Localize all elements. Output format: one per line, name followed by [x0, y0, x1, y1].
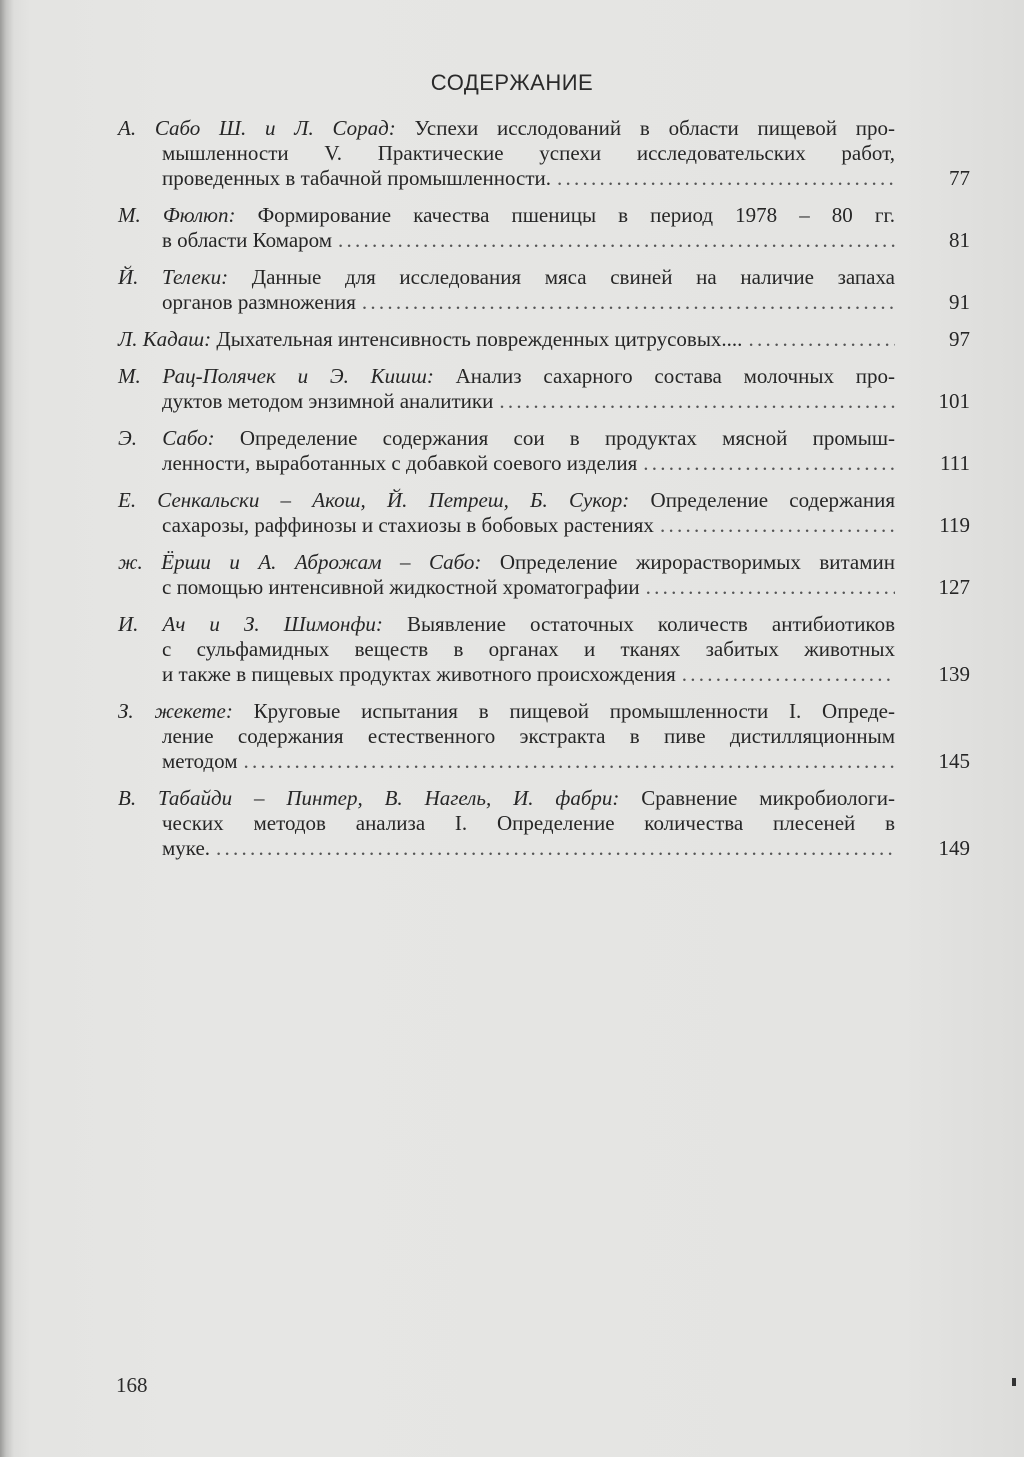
toc-entry-text: с помощью интенсивной жидкостной хроматографии	[162, 575, 640, 599]
toc-entry-line-text	[162, 662, 676, 687]
toc-entry	[118, 364, 970, 414]
toc-entry-text: Определение жирорастворимых витамин	[499, 550, 896, 574]
scan-mark	[1012, 1378, 1016, 1386]
toc-entry	[118, 550, 970, 600]
toc-entry-line-text	[162, 749, 237, 774]
toc-entry-text: Дыхательная интенсивность поврежденных цитрусовых....	[216, 327, 743, 351]
toc-entry-line	[118, 575, 895, 600]
toc-entry	[118, 786, 970, 861]
toc-entry-text: сахарозы, раффинозы и стахиозы в бобовых растениях	[162, 513, 654, 537]
toc-leader-dots	[646, 575, 895, 600]
toc-entry-text: Данные для исследования мяса свиней на наличие запаха	[251, 265, 896, 289]
toc-entry-text: в области Комаром	[162, 228, 333, 252]
toc-entry	[118, 488, 970, 538]
toc-entry	[118, 265, 970, 315]
toc-leader-dots	[362, 290, 895, 315]
toc-entry-line	[118, 290, 895, 315]
toc-entry-first-line	[118, 265, 895, 290]
toc-entry-text: с сульфамидных веществ в органах и тканях забитых животных	[162, 637, 895, 661]
toc-entry-first-line	[118, 488, 895, 513]
toc-entry-line	[118, 141, 895, 166]
toc-entry-first-line	[118, 786, 895, 811]
toc-entry-text: ческих методов анализа I. Определение количества плесеней в	[162, 811, 895, 835]
toc-entry-page-number: 127	[938, 575, 970, 599]
toc-entry-line	[118, 662, 895, 687]
toc-entry-author: И. Ач и З. Шимонфи:	[118, 612, 383, 636]
toc-entry	[118, 116, 970, 191]
toc-entry-line	[118, 389, 895, 414]
toc-entry	[118, 327, 970, 352]
toc-entry-text: мышленности V. Практические успехи исследовательских работ,	[162, 141, 895, 165]
toc-entry-author: М. Рац-Полячек и Э. Кишш:	[118, 364, 434, 388]
toc-entry-text: муке.	[162, 836, 211, 860]
toc-leader-dots	[643, 451, 895, 476]
binding-edge	[0, 0, 14, 1457]
toc-entry-first-line	[118, 203, 895, 228]
toc-entry-author: В. Табайди – Пинтер, В. Нагель, И. фабри:	[118, 786, 620, 810]
toc-entry-author: З. жекете:	[118, 699, 233, 723]
toc-entry-line	[118, 811, 895, 836]
toc-entry-line	[118, 836, 895, 861]
toc-entry-text: Успехи исслодований в области пищевой про-	[414, 116, 896, 140]
toc-entry-page-number: 149	[938, 836, 970, 860]
toc-entry	[118, 426, 970, 476]
toc-entry-line	[118, 749, 895, 774]
toc-entry-line-text	[118, 327, 742, 352]
toc-entry-page-number: 101	[938, 389, 970, 413]
toc-entry-author: А. Сабо Ш. и Л. Сорад:	[118, 116, 396, 140]
toc-entry-text: Выявление остаточных количеств антибиотиков	[406, 612, 895, 636]
table-of-contents	[118, 116, 970, 873]
toc-entry-line	[118, 513, 895, 538]
toc-entry-line-text	[162, 228, 332, 253]
toc-entry-first-line	[118, 116, 895, 141]
toc-entry-first-line	[118, 364, 895, 389]
toc-entry-text: Определение содержания сои в продуктах мясной промыш-	[239, 426, 896, 450]
toc-leader-dots	[338, 228, 895, 253]
toc-entry-first-line	[118, 550, 895, 575]
toc-entry-page-number: 145	[938, 749, 970, 773]
toc-entry-text: ление содержания естественного экстракта в пиве дистилляционным	[162, 724, 895, 748]
toc-entry-page-number: 111	[940, 451, 970, 475]
toc-entry-first-line	[118, 327, 895, 352]
toc-entry-text: дуктов методом энзимной аналитики	[162, 389, 494, 413]
toc-entry-line	[118, 451, 895, 476]
toc-entry-author: Е. Сенкальски – Акош, Й. Петреш, Б. Сукор:	[118, 488, 630, 512]
toc-entry-text: Формирование качества пшеницы в период 1978 – 80 гг.	[257, 203, 896, 227]
toc-entry-line	[118, 166, 895, 191]
toc-entry-first-line	[118, 426, 895, 451]
toc-entry-line-text	[162, 575, 640, 600]
toc-leader-dots	[660, 513, 895, 538]
toc-entry-page-number: 81	[949, 228, 970, 252]
toc-entry-line-text	[162, 451, 637, 476]
toc-entry-author: Э. Сабо:	[118, 426, 215, 450]
toc-entry	[118, 612, 970, 687]
toc-entry-line-text	[162, 389, 493, 414]
toc-leader-dots	[557, 166, 895, 191]
toc-entry-line-text	[162, 166, 551, 191]
page-title: СОДЕРЖАНИЕ	[430, 70, 594, 95]
toc-entry-text: Анализ сахарного состава молочных про-	[455, 364, 895, 388]
toc-entry-line-text	[162, 836, 210, 861]
toc-entry-author: М. Фюлюп:	[118, 203, 236, 227]
toc-entry-page-number: 77	[949, 166, 970, 190]
toc-leader-dots	[748, 327, 895, 352]
toc-entry-page-number: 139	[938, 662, 970, 686]
page-number: 168	[116, 1373, 148, 1397]
toc-entry-author: Л. Кадаш:	[118, 327, 212, 351]
toc-entry-text: проведенных в табачной промышленности.	[162, 166, 551, 190]
toc-entry-line-text	[162, 290, 356, 315]
toc-entry	[118, 203, 970, 253]
toc-entry-page-number: 97	[949, 327, 970, 351]
toc-leader-dots	[243, 749, 895, 774]
toc-entry-text: методом	[162, 749, 238, 773]
toc-entry-page-number: 91	[949, 290, 970, 314]
toc-leader-dots	[682, 662, 895, 687]
toc-entry-line	[118, 228, 895, 253]
toc-entry-text: Определение содержания	[650, 488, 895, 512]
toc-entry-text: ленности, выработанных с добавкой соевого изделия	[162, 451, 638, 475]
toc-entry-text: Сравнение микробиологи-	[641, 786, 895, 810]
toc-entry-page-number: 119	[939, 513, 970, 537]
toc-entry-line-text	[162, 513, 654, 538]
toc-entry-author: ж. Ёрши и А. Аброжам – Сабо:	[118, 550, 482, 574]
toc-entry-author: Й. Телеки:	[118, 265, 229, 289]
toc-entry-text: и также в пищевых продуктах животного происхождения	[162, 662, 676, 686]
toc-leader-dots	[216, 836, 895, 861]
toc-entry-line	[118, 637, 895, 662]
toc-entry-first-line	[118, 699, 895, 724]
toc-entry-text: Круговые испытания в пищевой промышленности I. Опреде-	[253, 699, 895, 723]
toc-entry-first-line	[118, 612, 895, 637]
toc-entry-text: органов размножения	[162, 290, 356, 314]
toc-entry	[118, 699, 970, 774]
toc-entry-line	[118, 724, 895, 749]
toc-leader-dots	[499, 389, 895, 414]
